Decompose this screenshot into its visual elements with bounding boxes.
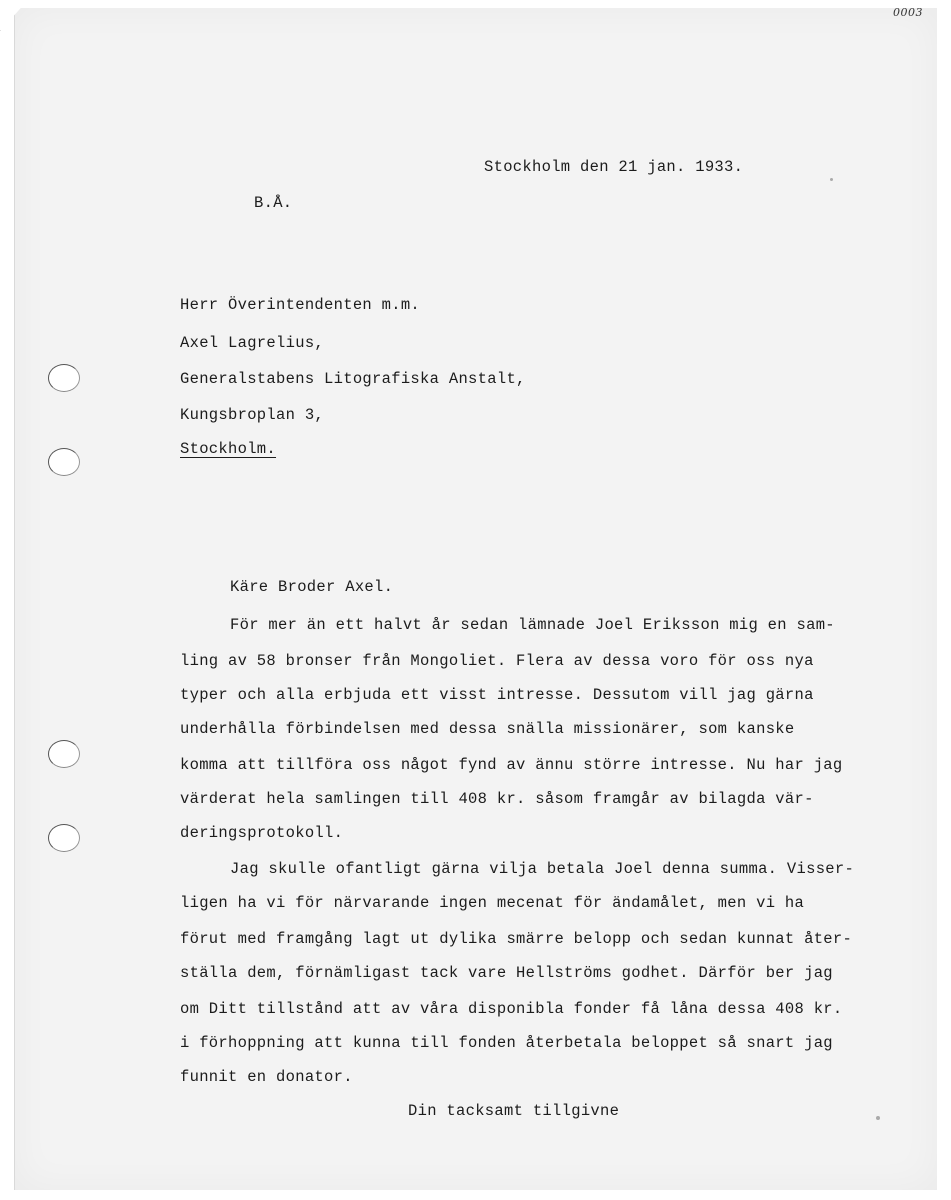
paragraph1-line: typer och alla erbjuda ett visst intresse. Dessutom vill jag gärna [180, 686, 814, 704]
place-date: Stockholm den 21 jan. 1933. [484, 158, 744, 176]
archive-number: 0003 [893, 6, 923, 19]
punch-hole-3 [48, 740, 80, 768]
paragraph2-line: om Ditt tillstånd att av våra disponibla fonder få låna dessa 408 kr. [180, 1000, 843, 1018]
recipient-line-4: Kungsbroplan 3, [180, 406, 325, 424]
paragraph1-line: underhålla förbindelsen med dessa snälla missionärer, som kanske [180, 720, 795, 738]
initials: B.Å. [254, 194, 293, 212]
paragraph2-line: Jag skulle ofantligt gärna vilja betala Joel denna summa. Visser- [230, 860, 855, 878]
paragraph2-line: ställa dem, förnämligast tack vare Hellströms godhet. Därför ber jag [180, 964, 833, 982]
paragraph2-line: i förhoppning att kunna till fonden återbetala beloppet så snart jag [180, 1034, 833, 1052]
paragraph1-line: deringsprotokoll. [180, 824, 344, 842]
recipient-line-1: Herr Överintendenten m.m. [180, 296, 421, 314]
recipient-line-2: Axel Lagrelius, [180, 334, 325, 352]
paper-speck [876, 1116, 880, 1120]
punch-hole-4 [48, 824, 80, 852]
recipient-line-5: Stockholm. [180, 440, 277, 458]
paper-speck [830, 178, 833, 181]
punch-hole-1 [48, 364, 80, 392]
paragraph2-line: ligen ha vi för närvarande ingen mecenat för ändamålet, men vi ha [180, 894, 805, 912]
salutation: Käre Broder Axel. [230, 578, 394, 596]
paragraph1-line: För mer än ett halvt år sedan lämnade Joel Eriksson mig en sam- [230, 616, 835, 634]
paragraph2-line: funnit en donator. [180, 1068, 353, 1086]
recipient-line-3: Generalstabens Litografiska Anstalt, [180, 370, 526, 388]
paragraph1-line: ling av 58 bronser från Mongoliet. Flera av dessa voro för oss nya [180, 652, 814, 670]
paragraph1-line: komma att tillföra oss något fynd av ännu större intresse. Nu har jag [180, 756, 843, 774]
punch-hole-2 [48, 448, 80, 476]
closing: Din tacksamt tillgivne [408, 1102, 620, 1120]
paragraph2-line: förut med framgång lagt ut dylika smärre belopp och sedan kunnat åter- [180, 930, 853, 948]
paragraph1-line: värderat hela samlingen till 408 kr. såsom framgår av bilagda vär- [180, 790, 814, 808]
